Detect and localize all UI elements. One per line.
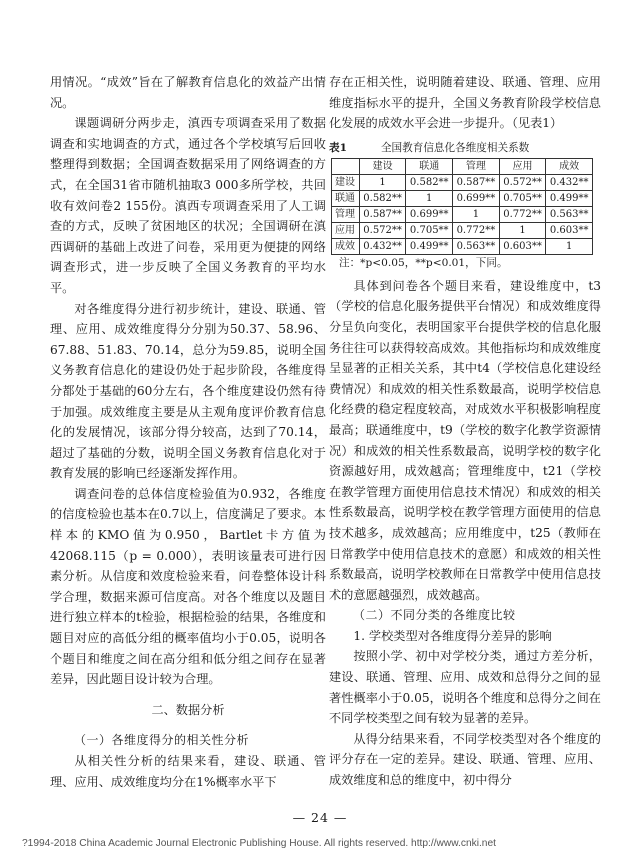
- table-cell: 0.772**: [453, 222, 500, 238]
- table-cell: 1: [406, 190, 453, 206]
- table-cell: 0.699**: [406, 206, 453, 222]
- table-cell: 0.432**: [546, 174, 593, 190]
- table-cell: 0.432**: [359, 238, 406, 254]
- table-row: [332, 206, 593, 222]
- column-header: 成效: [546, 158, 593, 174]
- paragraph: 课题调研分两步走，滇西专项调查采用了数据调查和实地调查的方式，通过各个学校填写后回收整理得到数据；全国调查数据采用了网络调查的方式，在全国31省市随机抽取3 000多所学校，共回收有效问卷2 155份。滇西专项调查采用了人工调查的方式，反映了贫困地区的状况；全国调研在滇西调研的基础上改进了问卷，采用更为便捷的网络调查形式，进一步反映了全国义务教育的平均水平。: [50, 116, 326, 295]
- table-cell: 0.705**: [406, 222, 453, 238]
- left-column: [50, 72, 326, 792]
- table-cell: 0.499**: [406, 238, 453, 254]
- correlation-table: [331, 158, 593, 255]
- table-cell: 0.582**: [406, 174, 453, 190]
- row-header: 管理: [332, 206, 360, 222]
- table-title: 全国教育信息化各维度相关系数: [380, 141, 530, 154]
- table-cell: 1: [546, 238, 593, 254]
- column-header: 应用: [499, 158, 546, 174]
- table-cell: 0.582**: [359, 190, 406, 206]
- paragraph: 从相关性分析的结果来看，建设、联通、管理、应用、成效维度均分在1%概率水平下: [50, 754, 326, 789]
- row-header: 成效: [332, 238, 360, 254]
- sub-subsection-heading: 1. 学校类型对各维度得分差异的影响: [353, 628, 552, 643]
- subsection-heading: （二）不同分类的各维度比较: [353, 608, 516, 623]
- column-header: 建设: [359, 158, 406, 174]
- column-header: 管理: [453, 158, 500, 174]
- subsection-heading: （一）各维度得分的相关性分析: [74, 733, 250, 748]
- paragraph: 用情况。“成效”旨在了解教育信息化的效益产出情况。: [50, 75, 326, 110]
- table-row: [332, 174, 593, 190]
- table-cell: 0.705**: [499, 190, 546, 206]
- table-cell: 0.499**: [546, 190, 593, 206]
- paragraph: 具体到问卷各个题目来看，建设维度中，t3（学校的信息化服务提供平台情况）和成效维度得分呈负向变化，表明国家平台提供学校的信息化服务往往可以获得较高成效。其他指标均和成效维度呈显著的正相关关系，其中t4（学校信息化建设经费情况）和成效的相关性系数最高，说明学校信息化经费的稳定程度较高，对成效水平积极影响程度最高；联通维度中，t9（学校的数字化教学资源情况）和成效的相关性系数最高，说明学校的数字化资源越好用，成效越高；管理维度中，t21（学校在教学管理方面使用信息技术情况）和成效的相关性系数最高，说明学校在教学管理方面使用的信息技术越多，成效越高；应用维度中，t25（教师在日常教学中使用信息技术的意愿）和成效的相关性系数最高，说明学校教师在日常教学中使用信息技术的意愿越强烈，成效越高。: [329, 278, 601, 602]
- table-note: 注：*p<0.05，**p<0.01，下同。: [339, 256, 508, 269]
- table-row: [332, 222, 593, 238]
- paragraph: 对各维度得分进行初步统计，建设、联通、管理、应用、成效维度得分分别为50.37、58.96、67.88、51.83、70.14，总分为59.85，说明全国义务教育信息化的建设仍处于起步阶段，各维度得分都处于基础的60分左右，各个维度建设仍然有待于加强。成效维度主要是从主观角度评价教育信息化的发展情况，该部分得分较高，达到了70.14，超过了基础的分数，说明全国义务教育信息化对于教育发展的影响已经逐渐发挥作用。: [50, 301, 326, 481]
- table-row: [332, 238, 593, 254]
- copyright-notice: ?1994-2018 China Academic Journal Electronic Publishing House. All rights reserved. http://www.cnki.net: [22, 838, 496, 849]
- table-label: 表1: [329, 141, 347, 154]
- table-cell: 1: [359, 174, 406, 190]
- table-cell: 0.587**: [359, 206, 406, 222]
- table-header-row: [332, 158, 593, 174]
- table-cell: 1: [453, 206, 500, 222]
- page-number: — 24 —: [292, 810, 348, 825]
- paragraph: 调查问卷的总体信度检验值为0.932，各维度的信度检验也基本在0.7以上，信度满足了要求。本样本的KMO值为0.950，Bartlet卡方值为42068.115（p = 0.000），表明该量表可进行因素分析。从信度和效度检验来看，问卷整体设计科学合理，数据来源可信度高。对各个维度以及题目进行独立样本的t检验，根据检验的结果，各维度和题目对应的高低分组的概率值均小于0.05，说明各个题目和维度之间在高分组和低分组之间存在显著差异，因此题目设计较为合理。: [50, 486, 326, 687]
- table-cell: 0.587**: [453, 174, 500, 190]
- table-cell: 0.572**: [499, 174, 546, 190]
- table-cell: 0.699**: [453, 190, 500, 206]
- table-cell: 1: [499, 222, 546, 238]
- section-heading: 二、数据分析: [151, 702, 225, 717]
- table-cell: 0.572**: [359, 222, 406, 238]
- column-header: [332, 158, 360, 174]
- correlation-table-block: [329, 140, 601, 272]
- column-header: 联通: [406, 158, 453, 174]
- paragraph: 按照小学、初中对学校分类，通过方差分析，建设、联通、管理、应用、成效和总得分之间的显著性概率小于0.05，说明各个维度和总得分之间在不同学校类型之间有较为显著的差异。: [329, 649, 601, 726]
- row-header: 应用: [332, 222, 360, 238]
- paragraph: 从得分结果来看，不同学校类型对各个维度的评分存在一定的差异。建设、联通、管理、应用、成效维度和总的维度中，初中得分: [329, 731, 601, 788]
- table-cell: 0.603**: [546, 222, 593, 238]
- row-header: 建设: [332, 174, 360, 190]
- paragraph: 存在正相关性，说明随着建设、联通、管理、应用维度指标水平的提升，全国义务教育阶段学校信息化发展的成效水平会进一步提升。（见表1）: [329, 75, 601, 131]
- right-column: [329, 72, 601, 791]
- table-cell: 0.563**: [546, 206, 593, 222]
- table-row: [332, 190, 593, 206]
- table-cell: 0.772**: [499, 206, 546, 222]
- table-cell: 0.603**: [499, 238, 546, 254]
- table-cell: 0.563**: [453, 238, 500, 254]
- table-caption: [329, 140, 601, 156]
- row-header: 联通: [332, 190, 360, 206]
